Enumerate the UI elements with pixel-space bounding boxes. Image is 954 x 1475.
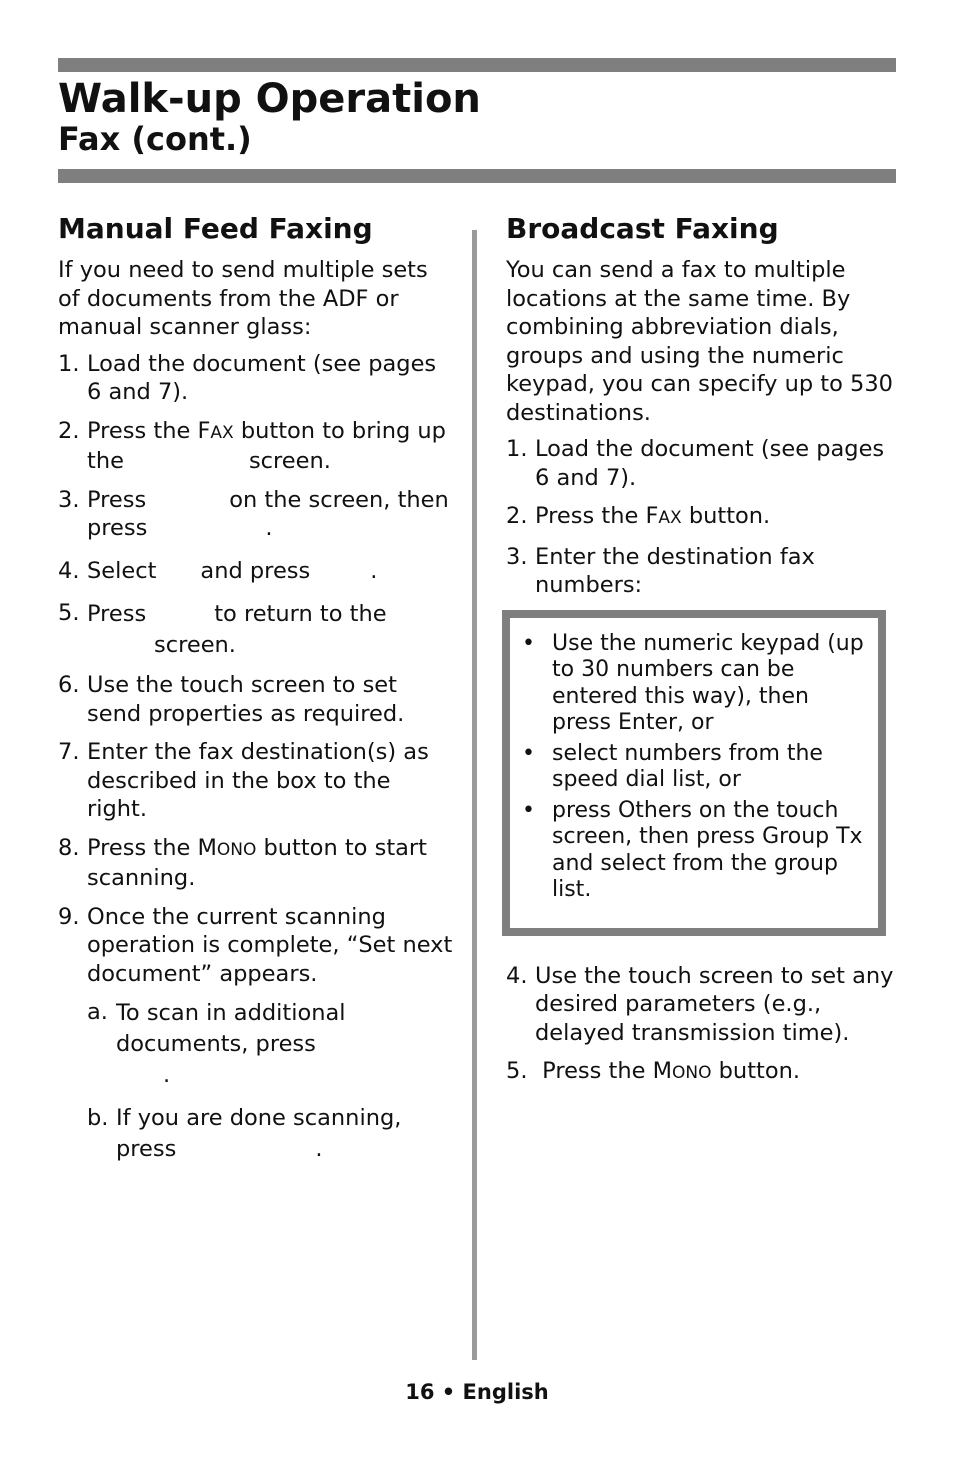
mono-button-name: ONO [216, 839, 257, 860]
step-6: 6. Use the touch screen to set send properties as required. [58, 672, 405, 727]
fax-button-name: AX [210, 422, 234, 443]
substep-b: b. If you are done scanning, press . [87, 1105, 402, 1162]
page-title: Walk-up Operation [58, 76, 481, 122]
mono-button-name: ONO [672, 1063, 712, 1083]
column-divider [472, 230, 477, 1360]
destination-options-box [502, 610, 886, 936]
step-2: 2. Press the FAX button to bring up the screen. [58, 417, 446, 474]
manual-feed-steps [58, 350, 453, 1176]
option-group-tx: • press Others on the touch screen, then press Group Tx and select from the group list. [522, 797, 863, 902]
broadcast-steps [506, 435, 896, 600]
footer-bullet: • [441, 1380, 456, 1404]
step-4: 4. Select and press . [58, 557, 378, 584]
substep-a: a. To scan in additional documents, press . [87, 999, 346, 1088]
step-8: 8. Press the MONO button to start scanning. [58, 834, 428, 891]
broadcast-step-2: 2. Press the FAX button. [506, 503, 771, 529]
broadcast-steps-continued [506, 962, 896, 1088]
step-9: 9. Once the current scanning operation is complete, “Set next document” appears. a. To scan in additional documents, press . b. If you are done scanning, press . [58, 903, 453, 1176]
page-number: 16 [405, 1380, 435, 1404]
option-speed-dial: • select numbers from the speed dial list, or [522, 740, 823, 792]
step-9-substeps [87, 998, 453, 1165]
broadcast-step-5: 5. Press the MONO button. [506, 1058, 801, 1084]
broadcast-step-1: 1. Load the document (see pages 6 and 7). [506, 436, 885, 491]
step-1: 1. Load the document (see pages 6 and 7). [58, 350, 437, 405]
broadcast-step-3: 3. Enter the destination fax numbers: [506, 543, 815, 598]
fax-button-name: AX [658, 508, 682, 528]
manual-feed-heading: Manual Feed Faxing [58, 212, 373, 245]
footer-language: English [462, 1380, 549, 1404]
step-5: 5. Press to return to the screen. [58, 600, 387, 658]
top-rule [58, 58, 896, 72]
manual-feed-intro: If you need to send multiple sets of documents from the ADF or manual scanner glass: [58, 257, 428, 340]
broadcast-section [506, 210, 896, 1098]
step-3: 3. Press on the screen, then press . [58, 486, 449, 541]
manual-feed-section [58, 210, 453, 1185]
option-numeric-keypad: • Use the numeric keypad (up to 30 numbers can be entered this way), then press Enter, or [522, 630, 864, 735]
broadcast-intro: You can send a fax to multiple locations at the same time. By combining abbreviation dials, groups and using the numeric keypad, you can specify up to 530 destinations. [506, 257, 893, 426]
page-subtitle: Fax (cont.) [58, 120, 252, 158]
broadcast-heading: Broadcast Faxing [506, 212, 779, 245]
page-footer [0, 1380, 954, 1404]
broadcast-step-4: 4. Use the touch screen to set any desired parameters (e.g., delayed transmission time). [506, 962, 894, 1046]
header-bottom-rule [58, 169, 896, 183]
step-7: 7. Enter the fax destination(s) as described in the box to the right. [58, 739, 429, 822]
